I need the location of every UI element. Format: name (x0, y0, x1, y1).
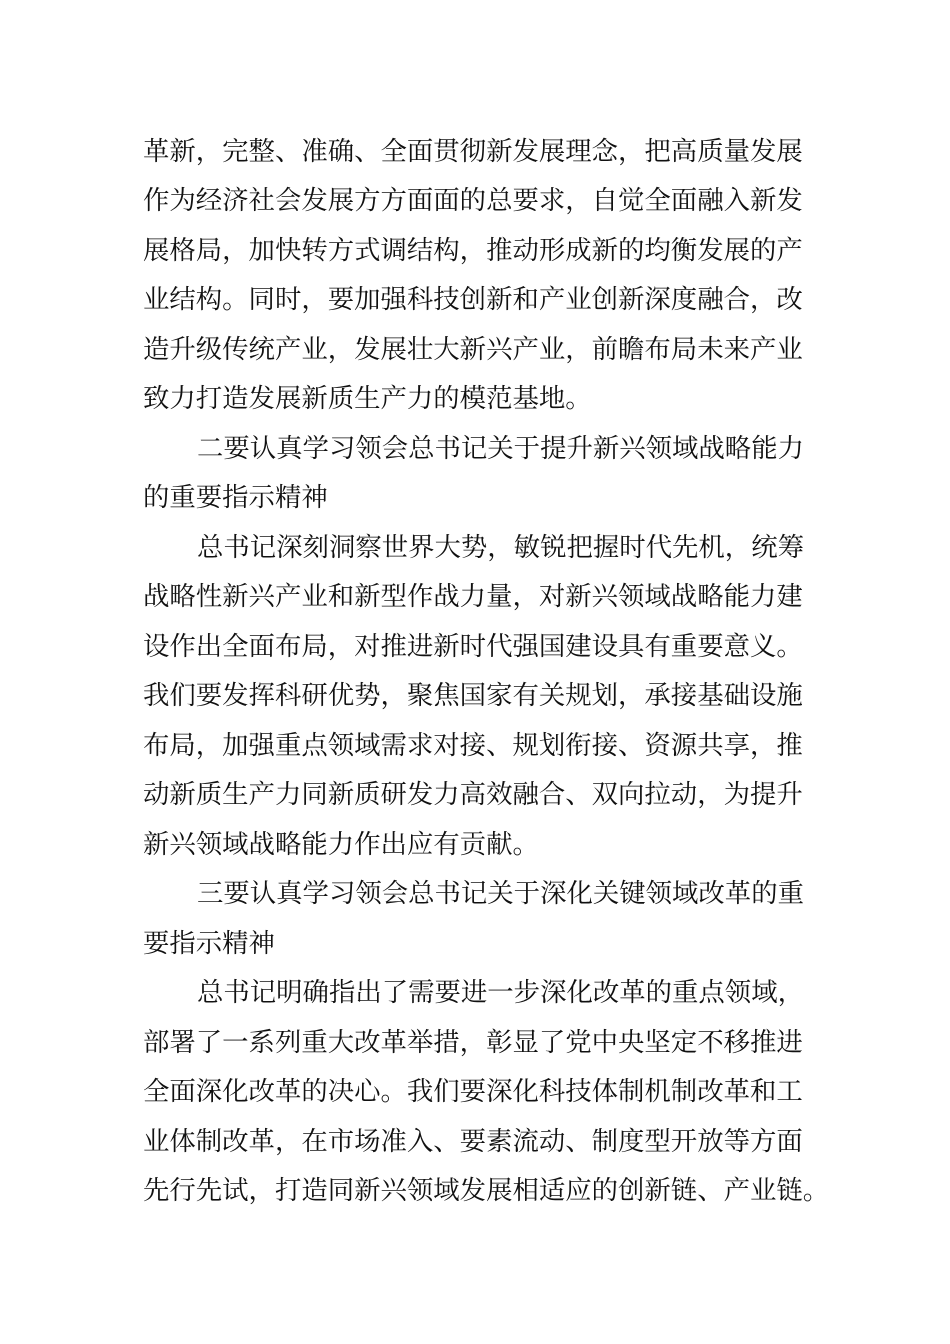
section-heading-3-cont: 要指示精神 (143, 928, 275, 959)
text-line: 战略性新兴产业和新型作战力量，对新兴领域战略能力建 (143, 581, 803, 612)
paragraph-start: 总书记深刻洞察世界大势，敏锐把握时代先机，统筹 (197, 532, 804, 563)
text-line: 革新，完整、准确、全面贯彻新发展理念，把高质量发展 (143, 136, 803, 167)
section-heading-3: 三要认真学习领会总书记关于深化关键领域改革的重 (197, 878, 804, 909)
text-line: 全面深化改革的决心。我们要深化科技体制机制改革和工 (143, 1076, 803, 1107)
text-line: 业结构。同时，要加强科技创新和产业创新深度融合，改 (143, 284, 803, 315)
text-line: 设作出全面布局，对推进新时代强国建设具有重要意义。 (143, 631, 803, 662)
text-line: 业体制改革，在市场准入、要素流动、制度型开放等方面 (143, 1126, 803, 1157)
text-line: 新兴领域战略能力作出应有贡献。 (143, 829, 539, 860)
section-heading-2-cont: 的重要指示精神 (143, 482, 328, 513)
text-line: 部署了一系列重大改革举措，彰显了党中央坚定不移推进 (143, 1027, 803, 1058)
text-line: 我们要发挥科研优势，聚焦国家有关规划，承接基础设施 (143, 680, 803, 711)
text-line: 作为经济社会发展方方面面的总要求，自觉全面融入新发 (143, 185, 803, 216)
text-line: 先行先试，打造同新兴领域发展相适应的创新链、产业链。 (143, 1175, 830, 1206)
section-heading-2: 二要认真学习领会总书记关于提升新兴领域战略能力 (197, 433, 804, 464)
text-line: 致力打造发展新质生产力的模范基地。 (143, 383, 592, 414)
text-line: 布局，加强重点领域需求对接、规划衔接、资源共享，推 (143, 730, 803, 761)
paragraph-start: 总书记明确指出了需要进一步深化改革的重点领域， (197, 977, 804, 1008)
text-line: 动新质生产力同新质研发力高效融合、双向拉动，为提升 (143, 779, 803, 810)
text-line: 展格局，加快转方式调结构，推动形成新的均衡发展的产 (143, 235, 803, 266)
text-line: 造升级传统产业，发展壮大新兴产业，前瞻布局未来产业 (143, 334, 803, 365)
